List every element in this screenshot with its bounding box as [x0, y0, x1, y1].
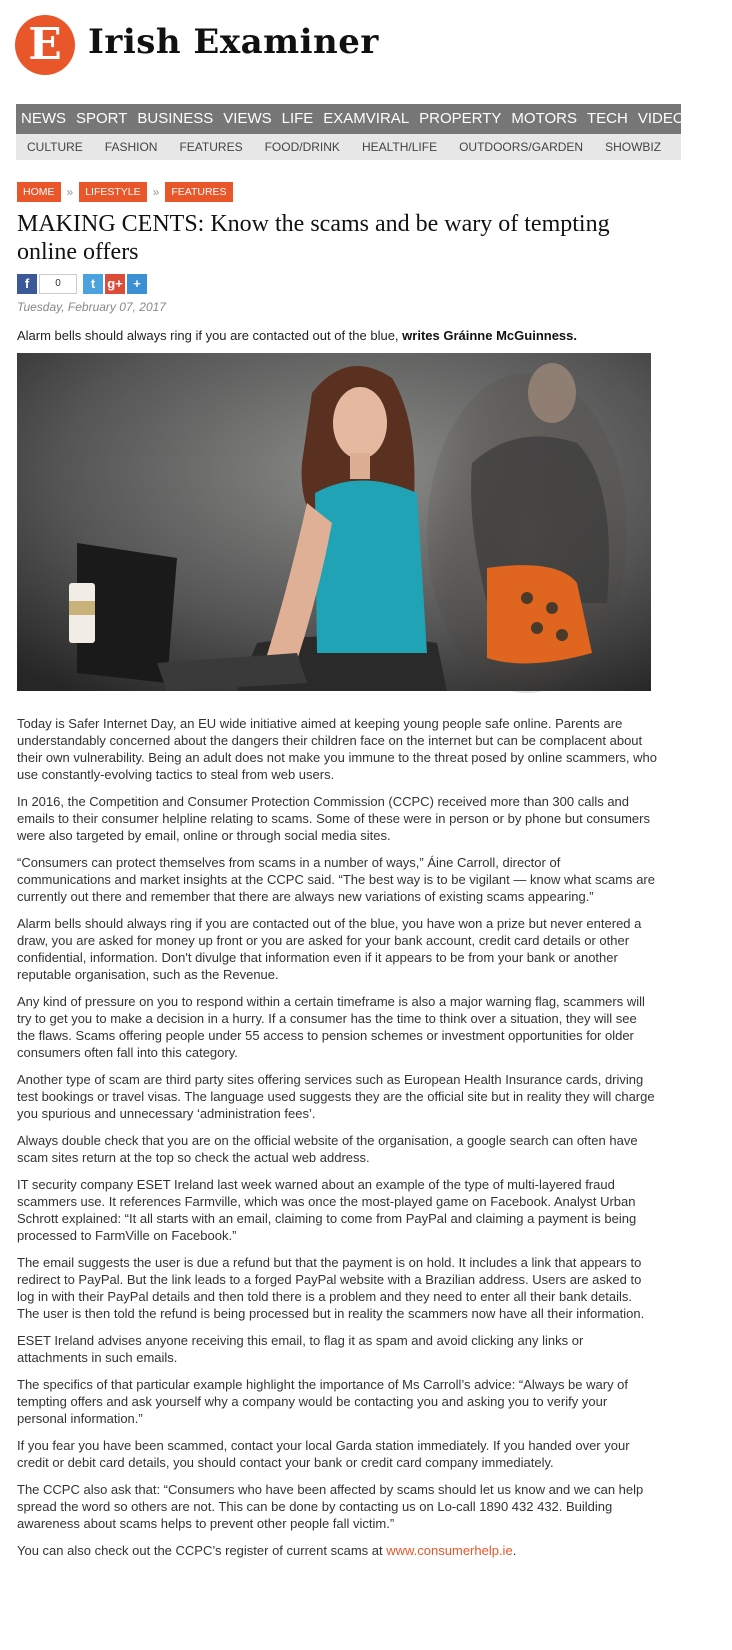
article-paragraph: The email suggests the user is due a refund but that the payment is on hold. It includes a link that appears to redirect to PayPal. But the link leads to a forged PayPal website with a Brazilian address. Users are asked to log in with their PayPal details and then told there is a problem and they need to enter all their bank details. The user is then told the refund is being processed but in reality the scammers now have all their information.: [17, 1255, 645, 1321]
article-paragraph: The CCPC also ask that: “Consumers who have been affected by scams should let us know and we can help spread the word so others are not. This can be done by contacting us on Lo-call 1890 432 432. Building awareness about scams helps to prevent other people fall victim.”: [17, 1482, 644, 1531]
article-paragraph: Today is Safer Internet Day, an EU wide initiative aimed at keeping young people safe online. Parents are understandably concerned about the dangers their children face on the internet but can be complacent about their own vulnerability. Being an adult does not make you immune to the threat posed by online scammers, who use constantly-evolving tactics to steal from web users.: [17, 716, 657, 782]
nav-item-sport[interactable]: SPORT: [76, 110, 128, 127]
article-paragraph: Another type of scam are third party sites offering services such as European Health Insurance cards, driving test bookings or travel visas. The language used suggests they are the official site but in reality they will charge you spurious and unnecessary ‘administration fees’.: [17, 1072, 655, 1121]
article-date: Tuesday, February 07, 2017: [17, 300, 166, 314]
twitter-icon[interactable]: t: [83, 274, 103, 294]
closing-paragraph: [17, 1542, 657, 1559]
nav-item-examviral[interactable]: EXAMVIRAL: [323, 110, 410, 127]
article-body: [17, 715, 657, 1569]
site-name[interactable]: Irish Examiner: [88, 22, 379, 62]
facebook-icon[interactable]: f: [17, 274, 37, 294]
nav-item-shop[interactable]: SHO: [694, 110, 728, 127]
nav-item-life[interactable]: LIFE: [281, 110, 314, 127]
logo-glyph: E: [28, 19, 62, 70]
breadcrumb-separator: »: [152, 185, 160, 199]
byline: writes Gráinne McGuinness.: [402, 328, 577, 343]
nav-item-video[interactable]: VIDEO: [637, 110, 685, 127]
hero-image: [17, 353, 651, 691]
nav-item-property[interactable]: PROPERTY: [419, 110, 502, 127]
article-paragraph: If you fear you have been scammed, contact your local Garda station immediately. If you handed over your credit or debit card details, you should contact your bank or credit card company immediately.: [17, 1438, 630, 1470]
subnav-item-culture[interactable]: CULTURE: [27, 140, 83, 154]
breadcrumb-separator: »: [66, 185, 74, 199]
facebook-share-count: 0: [39, 274, 77, 294]
article-paragraph: Always double check that you are on the official website of the organisation, a google search can often have scam sites return at the top so check the actual web address.: [17, 1133, 638, 1165]
subnav-item-features[interactable]: FEATURES: [179, 140, 243, 154]
hero-photo-scene: [17, 353, 651, 691]
article-title: MAKING CENTS: Know the scams and be wary of tempting online offers: [17, 211, 610, 265]
article-paragraph: The specifics of that particular example highlight the importance of Ms Carroll’s advice: “Always be wary of tempting offers and ask yourself why a company would be contacting you and asking you to verify your personal information.”: [17, 1377, 629, 1426]
intro-text: Alarm bells should always ring if you are contacted out of the blue,: [17, 328, 403, 343]
site-header: [0, 0, 681, 100]
nav-item-business[interactable]: BUSINESS: [137, 110, 214, 127]
article-paragraph: “Consumers can protect themselves from scams in a number of ways,” Áine Carroll, director of communications and market insights at the CCPC said. “The best way is to be vigilant — know what scams are currently out there and remember that there are always new variations of existing scams appearing.”: [17, 855, 655, 904]
nav-item-motors[interactable]: MOTORS: [511, 110, 577, 127]
closing-text: You can also check out the CCPC’s register of current scams at: [17, 1543, 387, 1558]
subnav-item-food-drink[interactable]: FOOD/DRINK: [264, 140, 340, 154]
article-intro: [17, 328, 657, 343]
article-paragraph: In 2016, the Competition and Consumer Protection Commission (CCPC) received more than 300 calls and emails to their consumer helpline relating to scams. Some of these were in person or by phone but consumers were also targeted by email, online or through social media sites.: [17, 794, 650, 843]
consumerhelp-link[interactable]: www.consumerhelp.ie: [386, 1543, 513, 1558]
subnav-item-health-life[interactable]: HEALTH/LIFE: [361, 140, 438, 154]
subnav-item-outdoors-garden[interactable]: OUTDOORS/GARDEN: [459, 140, 584, 154]
subnav-item-fashion[interactable]: FASHION: [104, 140, 158, 154]
share-bar: [17, 274, 149, 294]
breadcrumb-features[interactable]: FEATURES: [165, 182, 232, 202]
sub-nav: [16, 134, 681, 160]
nav-item-views[interactable]: VIEWS: [223, 110, 272, 127]
breadcrumb-home[interactable]: HOME: [17, 182, 61, 202]
google-plus-icon[interactable]: g+: [105, 274, 125, 294]
closing-end: .: [512, 1543, 517, 1558]
subnav-item-showbiz[interactable]: SHOWBIZ: [605, 140, 662, 154]
logo-icon[interactable]: [15, 15, 75, 75]
add-share-icon[interactable]: +: [127, 274, 147, 294]
nav-item-news[interactable]: NEWS: [21, 110, 66, 127]
article-paragraph: Any kind of pressure on you to respond within a certain timeframe is also a major warning flag, scammers will try to get you to make a decision in a hurry. If a consumer has the time to think over a situation, they will see the flaws. Scams offering people under 55 access to pension schemes or investment opportunities for older consumers often fall into this category.: [17, 994, 645, 1060]
main-nav: [16, 104, 728, 134]
breadcrumb: [17, 182, 233, 202]
article-paragraph: Alarm bells should always ring if you are contacted out of the blue, you have won a prize but never entered a draw, you are asked for money up front or you are asked for your bank account, credit card details or other confidential, information. Don't divulge that information even if it appears to be from your bank or another reputable organisation, such as the Revenue.: [17, 916, 642, 982]
article-paragraph: IT security company ESET Ireland last week warned about an example of the type of multi-layered fraud scammers use. It references Farmville, which was once the most-played game on Facebook. Analyst Urban Schrott explained: “It all starts with an email, claiming to come from PayPal and claiming a payment is being processed to FarmVille on Facebook.”: [17, 1177, 637, 1243]
breadcrumb-lifestyle[interactable]: LIFESTYLE: [79, 182, 146, 202]
nav-item-tech[interactable]: TECH: [586, 110, 628, 127]
article-paragraph: ESET Ireland advises anyone receiving this email, to flag it as spam and avoid clicking any links or attachments in such emails.: [17, 1333, 584, 1365]
